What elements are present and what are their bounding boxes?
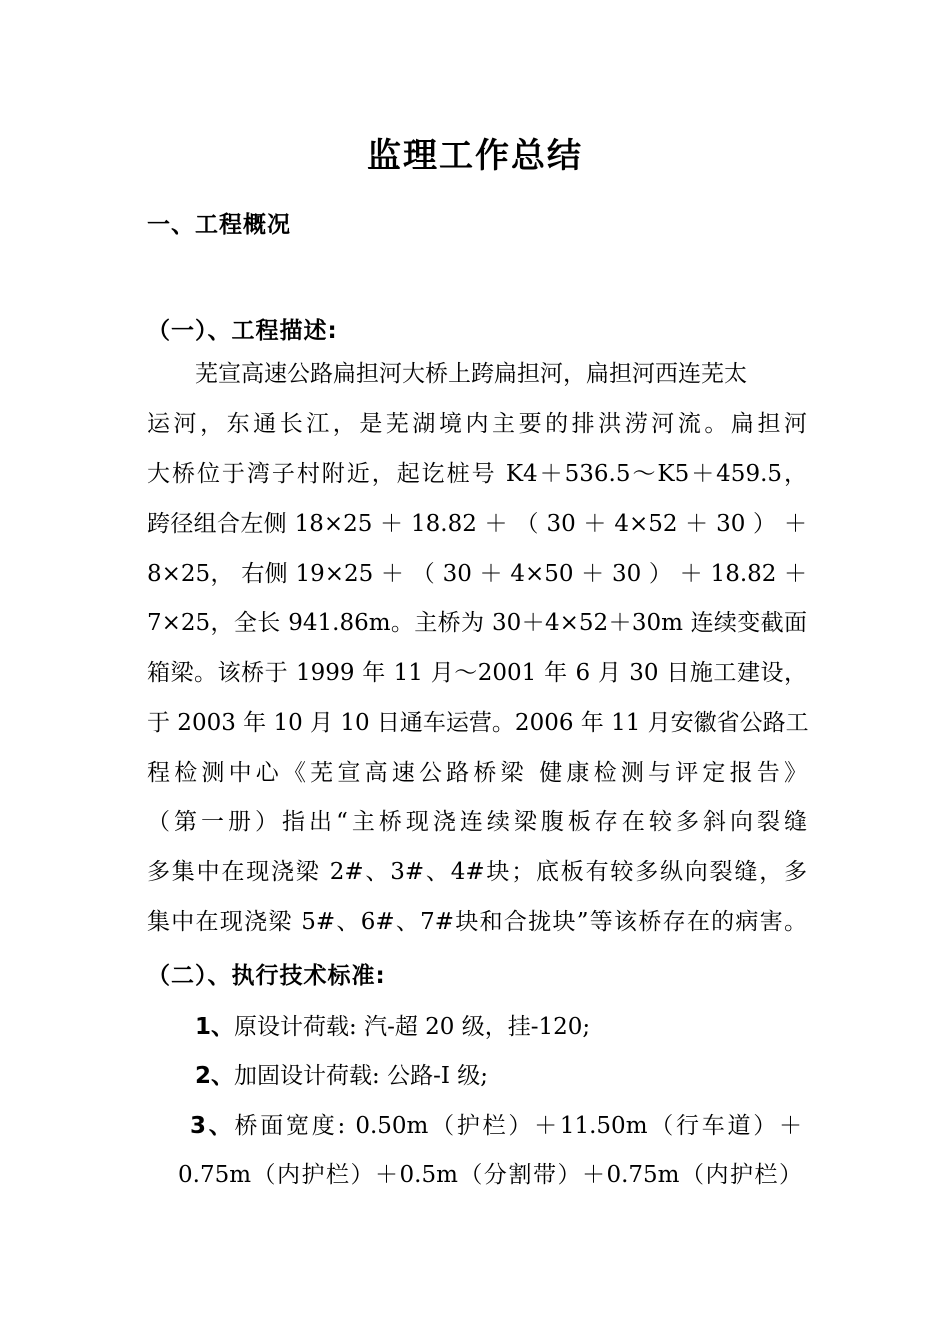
paragraph-line: （第一册）指出“主桥现浇连续梁腹板存在较多斜向裂缝 xyxy=(147,809,807,835)
standard-item-2 xyxy=(195,1057,488,1090)
item-text: 原设计荷载: 汽-超 20 级，挂-120; xyxy=(234,1014,591,1040)
paragraph-line: 运河，东通长江，是芜湖境内主要的排洪涝河流。扁担河 xyxy=(147,411,807,437)
item-text: 桥面宽度: 0.50m（护栏）＋11.50m（行车道）＋ xyxy=(234,1113,802,1139)
item-number: 1、 xyxy=(195,1014,235,1040)
paragraph-line: 8×25， 右侧 19×25 ＋ （ 30 ＋ 4×50 ＋ 30 ） ＋ 18.82 ＋ xyxy=(147,561,807,587)
paragraph-line: 箱梁。该桥于 1999 年 11 月～2001 年 6 月 30 日施工建设， xyxy=(147,660,807,686)
subsection-heading-description: （一）、工程描述: xyxy=(147,318,338,344)
paragraph-line: 大桥位于湾子村附近，起讫桩号 K4＋536.5～K5＋459.5， xyxy=(147,461,807,487)
item-number: 2、 xyxy=(195,1063,235,1089)
standard-item-3 xyxy=(190,1107,802,1140)
paragraph-line: 程检测中心《芜宣高速公路桥梁 健康检测与评定报告》 xyxy=(147,760,807,786)
section-heading-overview: 一、工程概况 xyxy=(147,212,291,238)
paragraph-line: 7×25，全长 941.86m。主桥为 30＋4×52＋30m 连续变截面 xyxy=(147,610,807,636)
paragraph-line: 多集中在现浇梁 2#、3#、4#块；底板有较多纵向裂缝，多 xyxy=(147,859,807,885)
item-text: 加固设计荷载: 公路-Ⅰ 级; xyxy=(234,1063,488,1089)
subsection-heading-standards: （二）、执行技术标准: xyxy=(147,963,386,989)
standard-item-3-continuation: 0.75m（内护栏）＋0.5m（分割带）＋0.75m（内护栏） xyxy=(178,1162,802,1188)
paragraph-line: 芜宣高速公路扁担河大桥上跨扁担河，扁担河西连芜太 xyxy=(195,361,747,387)
paragraph-line: 于 2003 年 10 月 10 日通车运营。2006 年 11 月安徽省公路工 xyxy=(147,710,809,736)
item-number: 3、 xyxy=(190,1113,235,1139)
paragraph-line: 集中在现浇梁 5#、6#、7#块和合拢块”等该桥存在的病害。 xyxy=(147,909,807,935)
standard-item-1 xyxy=(195,1008,590,1041)
paragraph-line: 跨径组合左侧 18×25 ＋ 18.82 ＋ （ 30 ＋ 4×52 ＋ 30 ） ＋ xyxy=(147,511,807,537)
page-title: 监理工作总结 xyxy=(367,136,583,176)
